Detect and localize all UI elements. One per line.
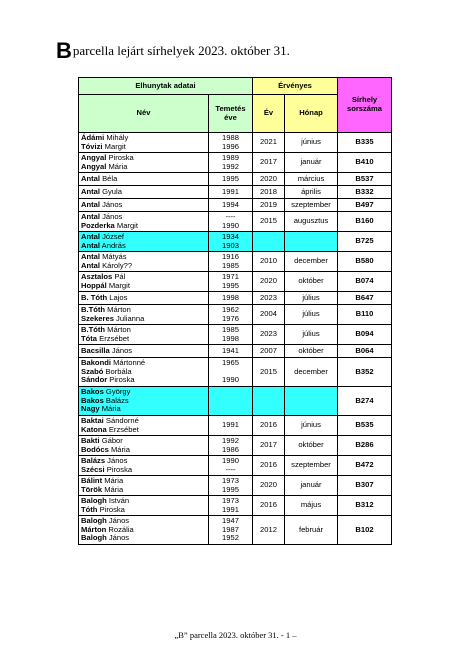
surname: Baktai (81, 415, 104, 425)
valid-month-cell: szeptember (285, 456, 338, 476)
valid-year-cell: 2015 (253, 358, 285, 387)
valid-month-cell: október (285, 345, 338, 358)
person-name (81, 201, 206, 210)
person-name (81, 405, 206, 414)
burial-year-cell: 1991 (209, 416, 253, 436)
burial-year-cell (209, 186, 253, 199)
name-cell (79, 212, 209, 232)
table-row (79, 212, 392, 232)
name-cell (79, 358, 209, 387)
valid-month-cell: október (285, 272, 338, 292)
valid-month-cell: január (285, 153, 338, 173)
page-footer: „B” parcella 2023. október 31. - 1 – (174, 630, 297, 640)
given-name: József (99, 231, 125, 241)
name-cell (79, 232, 209, 252)
surname: Balogh (81, 533, 107, 543)
given-name: János (99, 199, 123, 209)
burial-year: 1916 (222, 251, 239, 261)
burial-year-cell (209, 292, 253, 305)
burial-year: 1991 (222, 504, 239, 514)
surname: Sándor (81, 375, 108, 385)
plot-number-cell: B410 (338, 153, 392, 173)
person-name (81, 222, 206, 231)
given-name: Lajos (107, 292, 128, 302)
table-row (79, 252, 392, 272)
burial-year-cell (209, 516, 253, 545)
name-cell (79, 153, 209, 173)
surname: Tóvizi (81, 141, 103, 151)
table-row (79, 345, 392, 358)
table-row (79, 358, 392, 387)
name-cell (79, 387, 209, 416)
table-row (79, 387, 392, 416)
given-name: János (99, 211, 123, 221)
valid-month-cell (285, 387, 338, 416)
surname: Török (81, 484, 103, 494)
person-name (81, 486, 206, 495)
given-name: Márton (105, 304, 131, 314)
burial-year (211, 405, 250, 414)
table-row (79, 272, 392, 292)
burial-year-cell (209, 305, 253, 325)
plot-number-cell: B537 (338, 173, 392, 186)
valid-year-cell: 2012 (253, 516, 285, 545)
given-name: Mária (102, 484, 124, 494)
name-cell (79, 133, 209, 153)
plot-number-cell: B725 (338, 232, 392, 252)
plot-number-cell: B286 (338, 436, 392, 456)
burial-year: 1962 (222, 304, 239, 314)
person-name (81, 282, 206, 291)
burial-year-cell (209, 456, 253, 476)
person-name (81, 446, 206, 455)
surname: Bakos (81, 386, 104, 396)
valid-month-cell (285, 232, 338, 252)
burial-year-cell (209, 476, 253, 496)
surname: Bálint (81, 475, 103, 485)
valid-year-cell: 2021 (253, 133, 285, 153)
table-row (79, 199, 392, 212)
valid-month-cell: október (285, 436, 338, 456)
page-title (56, 38, 290, 64)
burial-year-cell (209, 133, 253, 153)
name-cell (79, 325, 209, 345)
burial-year: 1992 (222, 161, 239, 171)
burial-year: 1998 (222, 333, 239, 343)
header-year: Év (253, 95, 285, 133)
burial-year: 1990 (222, 220, 239, 230)
surname: Ádámi (81, 132, 105, 142)
person-name (81, 175, 206, 184)
surname: Antal (81, 173, 100, 183)
surname: Bakondi (81, 357, 111, 367)
burial-year-cell (209, 173, 253, 186)
name-cell (79, 456, 209, 476)
surname: B. Tóth (81, 292, 108, 302)
burial-year-cell (209, 436, 253, 456)
name-cell (79, 292, 209, 305)
valid-year-cell (253, 387, 285, 416)
given-name: Piroska (107, 375, 135, 385)
plot-number-cell: B472 (338, 456, 392, 476)
surname: Szekeres (81, 313, 114, 323)
valid-year-cell: 2023 (253, 325, 285, 345)
given-name: Julianna (113, 313, 145, 323)
valid-month-cell: február (285, 516, 338, 545)
name-cell (79, 173, 209, 186)
given-name: János (105, 455, 128, 465)
table-row (79, 186, 392, 199)
surname: Tóth (81, 504, 98, 514)
burial-year-cell (209, 387, 253, 416)
table-row (79, 305, 392, 325)
given-name: Erzsébet (97, 333, 130, 343)
table-row (79, 416, 392, 436)
given-name: Mária (108, 444, 130, 454)
surname: Nagy (81, 404, 100, 414)
person-name (81, 376, 206, 385)
given-name: János (106, 533, 130, 543)
plot-number-cell: B497 (338, 199, 392, 212)
given-name: Balázs (103, 395, 129, 405)
burial-year-cell (209, 358, 253, 387)
person-name (81, 315, 206, 324)
person-name (81, 242, 206, 251)
expired-plots-table (78, 77, 392, 545)
surname: Márton (81, 524, 107, 534)
table-row (79, 173, 392, 186)
burial-year: 1990 (222, 375, 239, 385)
person-name (81, 262, 206, 271)
given-name: Márton (105, 324, 131, 334)
plot-number-cell: B160 (338, 212, 392, 232)
burial-year: 1965 (222, 357, 239, 367)
burial-year-cell (209, 252, 253, 272)
valid-month-cell: július (285, 305, 338, 325)
valid-month-cell: május (285, 496, 338, 516)
burial-year: 1989 (222, 152, 239, 162)
given-name: Mártonné (110, 357, 146, 367)
table-row (79, 325, 392, 345)
surname: Angyal (81, 152, 107, 162)
surname: Bacsilla (81, 345, 110, 355)
given-name: Margit (106, 280, 130, 290)
person-name (81, 426, 206, 435)
burial-year-cell (209, 212, 253, 232)
table-row (79, 476, 392, 496)
header-deceased-group: Elhunytak adatai (79, 78, 253, 95)
person-name (81, 534, 206, 543)
given-name: Margit (102, 141, 126, 151)
given-name: János (109, 345, 133, 355)
plot-number-cell: B535 (338, 416, 392, 436)
valid-year-cell: 2016 (253, 416, 285, 436)
surname: Bakos (81, 395, 104, 405)
burial-year-cell (209, 325, 253, 345)
surname: Antal (81, 231, 100, 241)
plot-number-cell: B102 (338, 516, 392, 545)
given-name: Béla (99, 173, 118, 183)
header-name: Név (79, 95, 209, 133)
given-name: Piroska (104, 464, 133, 474)
burial-year: 1994 (222, 199, 239, 209)
surname: Pozderka (81, 220, 115, 230)
person-name (81, 143, 206, 152)
person-name (81, 506, 206, 515)
surname: B.Tóth (81, 304, 106, 314)
surname: Angyal (81, 161, 107, 171)
valid-year-cell: 2010 (253, 252, 285, 272)
surname: Antal (81, 186, 100, 196)
burial-year: ---- (225, 211, 236, 221)
burial-year: 1995 (222, 280, 239, 290)
burial-year: 1988 (222, 132, 239, 142)
given-name: Mária (106, 161, 128, 171)
burial-year: 1973 (222, 475, 239, 485)
plot-number-cell: B352 (338, 358, 392, 387)
surname: Asztalos (81, 271, 113, 281)
surname: Tóta (81, 333, 98, 343)
title-text: parcella lejárt sírhelyek 2023. október 31. (72, 43, 290, 58)
table-row (79, 133, 392, 153)
plot-number-cell: B307 (338, 476, 392, 496)
given-name: György (103, 386, 131, 396)
plot-number-cell: B580 (338, 252, 392, 272)
burial-year: 1976 (222, 313, 239, 323)
given-name: Károly?? (99, 260, 133, 270)
surname: Antal (81, 211, 100, 221)
person-name (81, 347, 206, 356)
name-cell (79, 516, 209, 545)
burial-year-cell (209, 272, 253, 292)
burial-year-cell (209, 345, 253, 358)
given-name: Piroska (97, 504, 125, 514)
surname: Bakti (81, 435, 100, 445)
valid-month-cell: április (285, 186, 338, 199)
valid-year-cell: 2007 (253, 345, 285, 358)
table-row (79, 153, 392, 173)
header-month: Hónap (285, 95, 338, 133)
burial-year: 1991 (222, 186, 239, 196)
plot-number-cell: B312 (338, 496, 392, 516)
valid-year-cell: 2020 (253, 476, 285, 496)
table-row (79, 456, 392, 476)
name-cell (79, 305, 209, 325)
surname: B.Tóth (81, 324, 106, 334)
given-name: Mária (102, 475, 124, 485)
given-name: Gábor (99, 435, 123, 445)
person-name (81, 294, 206, 303)
valid-year-cell (253, 232, 285, 252)
burial-year: 1934 (222, 231, 239, 241)
given-name: István (106, 495, 130, 505)
burial-year: 1995 (222, 484, 239, 494)
name-cell (79, 416, 209, 436)
valid-month-cell: január (285, 476, 338, 496)
name-cell (79, 272, 209, 292)
given-name: Piroska (106, 152, 134, 162)
burial-year: 1990 (222, 455, 239, 465)
valid-month-cell: december (285, 252, 338, 272)
name-cell (79, 345, 209, 358)
given-name: Margit (114, 220, 138, 230)
surname: Szécsi (81, 464, 105, 474)
table-row (79, 232, 392, 252)
valid-month-cell: július (285, 292, 338, 305)
header-burial-year: Temetés éve (209, 95, 253, 133)
valid-year-cell: 2017 (253, 153, 285, 173)
name-cell (79, 252, 209, 272)
person-name (81, 335, 206, 344)
valid-month-cell: szeptember (285, 199, 338, 212)
surname: Balogh (81, 515, 107, 525)
surname: Antal (81, 251, 100, 261)
title-letter: B (56, 38, 72, 63)
valid-year-cell: 2020 (253, 272, 285, 292)
valid-year-cell: 2017 (253, 436, 285, 456)
header-plot-number: Sírhely sorszáma (338, 78, 392, 133)
plot-number-cell: B110 (338, 305, 392, 325)
burial-year: 1952 (222, 533, 239, 543)
valid-month-cell: március (285, 173, 338, 186)
name-cell (79, 496, 209, 516)
plot-number-cell: B274 (338, 387, 392, 416)
burial-year: 1941 (222, 345, 239, 355)
valid-year-cell: 2004 (253, 305, 285, 325)
surname: Antal (81, 240, 100, 250)
surname: Katona (81, 424, 107, 434)
name-cell (79, 186, 209, 199)
burial-year: 1903 (222, 240, 239, 250)
given-name: Pál (112, 271, 126, 281)
table-body (79, 133, 392, 545)
valid-month-cell: december (285, 358, 338, 387)
given-name: Erzsébet (106, 424, 139, 434)
burial-year: ---- (225, 464, 236, 474)
given-name: Gyula (99, 186, 122, 196)
given-name: Borbála (103, 366, 132, 376)
burial-year: 1998 (222, 292, 239, 302)
valid-year-cell: 2015 (253, 212, 285, 232)
burial-year-cell (209, 232, 253, 252)
valid-year-cell: 2018 (253, 186, 285, 199)
valid-month-cell: július (285, 325, 338, 345)
burial-year: 1985 (222, 260, 239, 270)
burial-year: 1973 (222, 495, 239, 505)
surname: Balogh (81, 495, 107, 505)
name-cell (79, 436, 209, 456)
plot-number-cell: B064 (338, 345, 392, 358)
surname: Balázs (81, 455, 106, 465)
burial-year: 1987 (222, 524, 239, 534)
burial-year: 1947 (222, 515, 239, 525)
surname: Szabó (81, 366, 104, 376)
burial-year-cell (209, 199, 253, 212)
person-name (81, 466, 206, 475)
table-row (79, 496, 392, 516)
valid-year-cell: 2019 (253, 199, 285, 212)
given-name: Mátyás (99, 251, 127, 261)
given-name: András (99, 240, 126, 250)
person-name (81, 188, 206, 197)
surname: Bodócs (81, 444, 109, 454)
given-name: János (106, 515, 130, 525)
given-name: Mihály (104, 132, 129, 142)
burial-year: 1985 (222, 324, 239, 334)
plot-number-cell: B647 (338, 292, 392, 305)
table-row (79, 436, 392, 456)
valid-year-cell: 2023 (253, 292, 285, 305)
plot-number-cell: B332 (338, 186, 392, 199)
table-row (79, 516, 392, 545)
valid-month-cell: augusztus (285, 212, 338, 232)
burial-year: 1971 (222, 271, 239, 281)
given-name: Rozália (106, 524, 134, 534)
valid-year-cell: 2020 (253, 173, 285, 186)
valid-month-cell: június (285, 416, 338, 436)
table-row (79, 292, 392, 305)
surname: Antal (81, 260, 100, 270)
burial-year: 1996 (222, 141, 239, 151)
given-name: Mária (99, 404, 121, 414)
given-name: Sándorné (103, 415, 139, 425)
plot-number-cell: B094 (338, 325, 392, 345)
burial-year: 1986 (222, 444, 239, 454)
name-cell (79, 476, 209, 496)
plot-number-cell: B074 (338, 272, 392, 292)
valid-month-cell: június (285, 133, 338, 153)
surname: Hoppál (81, 280, 107, 290)
plot-number-cell: B335 (338, 133, 392, 153)
header-valid-group: Érvényes (253, 78, 338, 95)
burial-year-cell (209, 153, 253, 173)
burial-year-cell (209, 496, 253, 516)
burial-year: 1992 (222, 435, 239, 445)
valid-year-cell: 2016 (253, 496, 285, 516)
name-cell (79, 199, 209, 212)
burial-year: 1995 (222, 173, 239, 183)
person-name (81, 163, 206, 172)
surname: Antal (81, 199, 100, 209)
valid-year-cell: 2016 (253, 456, 285, 476)
